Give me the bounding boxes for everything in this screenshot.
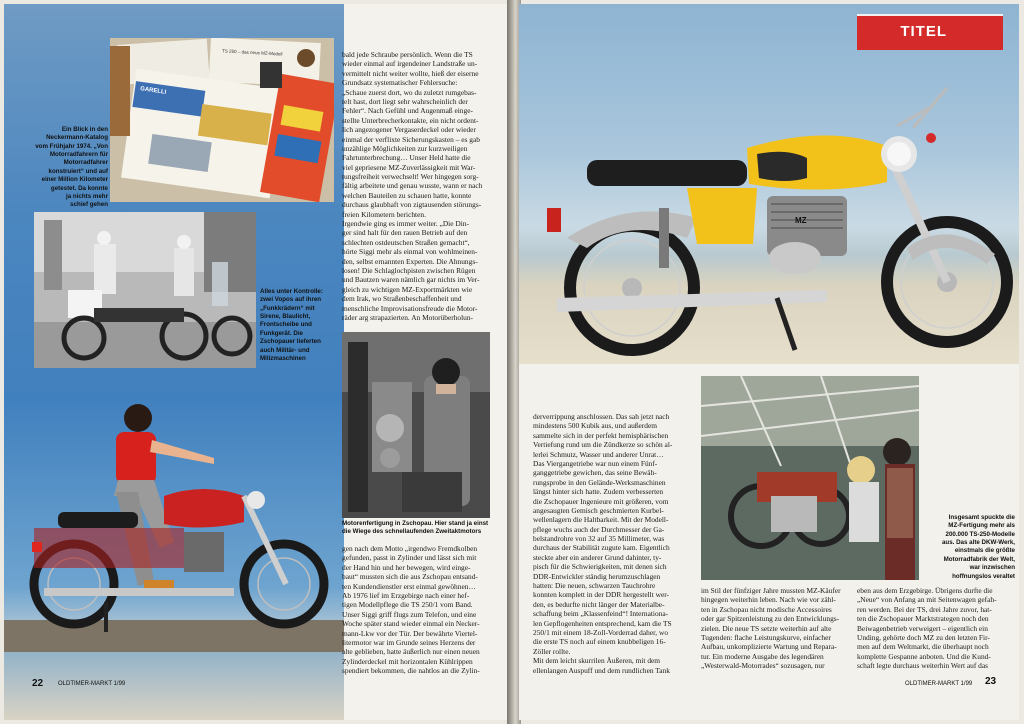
catalog-headline-text: TS 250 – das neue MZ-Modell <box>221 48 283 57</box>
right-page-number: 23 <box>985 676 997 687</box>
left-page-number: 22 <box>32 678 44 689</box>
catalog-brand-text: GARELLI <box>139 86 167 96</box>
factory-photo <box>701 376 919 580</box>
catalog-caption: Ein Blick in den Neckermann-Katalog vom Frühjahr 1974. „Von Motorradfahrern für Motorradfahrer konstruiert“ und auf einer Million Kilometer getestet. Da konnte ja nichts mehr schief gehen <box>35 126 108 209</box>
catalog-photo <box>110 38 334 202</box>
section-tag <box>857 14 1003 50</box>
woman-motorcycle-photo <box>4 392 344 652</box>
catalog-illustration <box>110 38 334 202</box>
factory-caption: Insgesamt spuckte die MZ-Fertigung mehr als 200.000 TS-250-Modelle aus. Das alte DKW-Werk, einstmals die größte Motorradfabrik der Welt, war inzwischen hoffnungslos veraltet <box>941 514 1015 580</box>
police-photo <box>34 212 256 368</box>
left-page <box>4 4 509 720</box>
factory-illustration <box>701 376 919 580</box>
right-page <box>519 4 1019 720</box>
left-page-column-top: bald jede Schraube persönlich. Wenn die TS wieder einmal auf irgendeiner Landstraße un- vermittelt nicht weiter wollte, hieß der eiserne Grundsatz systematischer Fehlersuche: „Schaue zuerst dort, wo du zuletzt rumgebas- telt hast, dort liegt sehr wahrscheinlich der Fehler“. Nach Gefühl und Augenmaß einge- stellte Unterbrecherkontakte, ein nicht ordent- lich angezogener Vergaserdeckel oder wieder einmal der verflixte Sicherungskasten – es gab unzählige Möglichkeiten zur kurzweiligen Fahrtunterbrechung… Unser Held hatte die viel gepriesene MZ-Zuverlässigkeit mit War- tungsfreiheit verwechselt! Wer hingegen sorg- fältig arbeitete und genau wusste, wann er nach welchen Bauteilen zu schauen hatte, konnte durchaus glaubhaft von zigtausenden störungs- freien Kilometern berichten. Irgendwie ging es immer weiter. „Die Din- ger sind halt für den rauen Betrieb auf den schlechten ostdeutschen Straßen gemacht“, hörte Siggi mehr als einmal von wohlmeinen- den, selbst ernannten Experten. Die Ahnungs- losen! Die Schlaglochpisten zwischen Rügen und Bautzen waren nämlich gar nichts im Ver- gleich zu wichtigen MZ-Exportmärkten wie dem Irak, wo Straßenbeschaffenheit und menschliche Improvisationsfreude die Motor- räder arg strapazierten. An Motorüberholun- <box>342 50 483 322</box>
section-tag-label: TITEL <box>900 23 947 40</box>
left-magazine-name: OLDTIMER-MARKT 1/99 <box>58 681 126 687</box>
right-page-column-b: im Stil der fünfziger Jahre mussten MZ-Käufer hingegen weiterhin leben. Nach wie vor zähl- ten in Zschopau nicht modische Accessoires oder gar Spitzenleistung zu den Entwicklungs- zielen. Die neue TS setzte weiterhin auf alte Tugenden: flache Leistungskurve, einfacher Aufbau, unkomplizierte Wartung und Repara- tur. Ein moderne Ausgabe des legendären „Westerwald-Motorrades“ sozusagen, nur <box>701 586 841 671</box>
engine-production-caption: Motorenfertigung in Zschopau. Hier stand ja einst die Wiege des schnellaufenden Zweitaktmotors <box>342 520 489 536</box>
main-motorcycle-illustration <box>527 68 1017 358</box>
left-page-column-bottom: gen nach dem Motto „irgendwo Fremdkolben gefunden, passt in Zylinder und lässt sich mit der Hand hin und her bewegen, wird einge- baut“ mussten sich die aus Zschopau entsand- ten Kundendienstler erst einmal gewöhnen… Ab 1976 lief im Erzgebirge nach einer hef- tigen Modellpflege die TS 250/1 vom Band. Unser Siggi griff flugs zum Telefon, und eine Woche später stand wieder einmal ein Necker- mann-Lkw vor der Tür. Der bewährte Viertel- litermotor war im Grunde seines Herzens der alte geblieben, hatte äußerlich nur einen neuen Zylinderdeckel mit horizontalen Kühlrippen spendiert bekommen, die nahtlos an die Zylin- <box>342 544 480 676</box>
police-caption: Alles unter Kontrolle: zwei Vopos auf ihren „Funkkrädern“ mit Sirene, Blaulicht, Frontscheibe und Funkgerät. Die Zschopauer lieferten auch Militär- und Milizmaschinen <box>260 288 323 362</box>
police-bw-illustration <box>34 212 256 368</box>
right-page-column-c: eben aus dem Erzgebirge. Übrigens durfte die „Neue“ von Anfang an mit Seitenwagen gefah- ren werden. Bei der TS, drei Jahre zuvor, hat- ten die Zschopauer Marktstrategen noch den Beiwagenbetrieb verweigert – eigentlich ein Unding, gehörte doch MZ zu den letzten Fir- men auf dem Weltmarkt, die überhaupt noch komplette Gespanne anboten. Und die Kund- schaft legte durchaus weiterhin Wert auf das <box>857 586 997 671</box>
right-magazine-name: OLDTIMER-MARKT 1/99 <box>905 681 973 687</box>
woman-motorcycle-illustration <box>4 392 344 652</box>
engine-production-illustration <box>342 332 490 518</box>
engine-production-photo <box>342 332 490 518</box>
tank-badge: MZ <box>795 216 807 225</box>
right-page-column-a: derverrippung anschlossen. Das sah jetzt nach mindestens 500 Kubik aus, und außerdem sammelte sich in der perfekt hemisphärischen Vertiefung rund um die Zündkerze so schön al- lerlei Schmutz, Wasser und anderer Unrat… Das Viergangetriebe war nun einem Fünf- ganggetriebe gewichen, das seine Bewäh- rungsprobe in den Gelände-Werksmaschinen längst hinter sich hatte. Zudem verbesserten die Zschopauer Ingenieure mit größeren, vom angesaugten Gemisch geschmierten Kurbel- wellenlagern die Haltbarkeit. Mit der Modell- pflege wuchs auch der Durchmesser der Ga- belstandrohre von 32 auf 35 Millimeter, was durchaus der Stabilität zugute kam. Eigentlich steckte aber ein anderer Grund dahinter, ty- pisch für die Schwierigkeiten, mit denen sich DDR-Entwickler ständig herumzuschlagen hatten: Die neuen, schwarzen Tauchrohre konnten komplett in der DDR hergestellt wer- den, es bedurfte nicht länger der Materialbe- schaffung beim „Klassenfeind“! Internationa- len Gepflogenheiten entsprechend, kam die TS 250/1 mit einem 18-Zoll-Vorderrad daher, wo die erste TS noch auf einem knubbeligen 16- Zöller rollte. Mit dem leicht skurrilen Äußeren, mit dem ellenlangen Auspuff und dem rundlichen Tank <box>533 412 673 675</box>
